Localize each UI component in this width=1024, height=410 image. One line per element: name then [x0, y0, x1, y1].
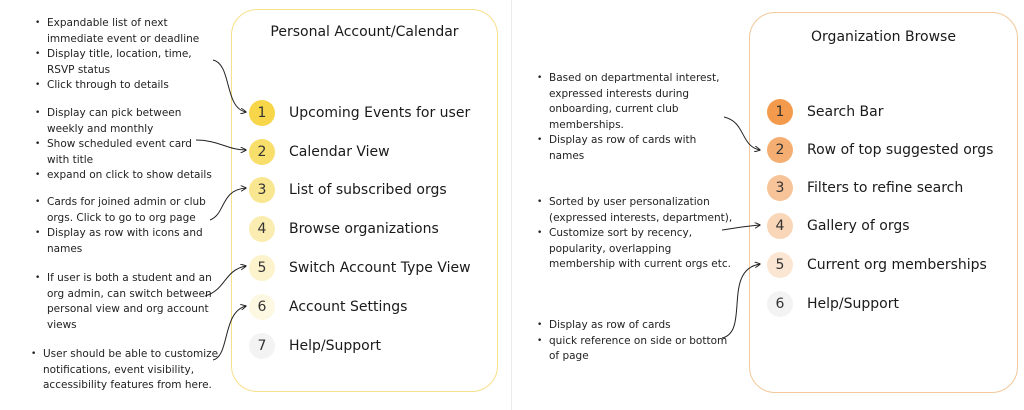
note-bullet: • Cards for joined admin or club orgs. Click to go to org page — [35, 195, 210, 226]
item-label: Row of top suggested orgs — [807, 142, 994, 158]
personal-item-help-support — [249, 333, 381, 359]
org-item-suggested-orgs — [767, 137, 993, 163]
step-badge: 3 — [767, 175, 793, 201]
note-bullet: • Display as row of cards — [537, 318, 737, 334]
step-badge: 4 — [767, 213, 793, 239]
personal-item-browse-organizations — [249, 216, 439, 242]
item-label: Current org memberships — [807, 257, 987, 273]
note-bullet: • Display title, location, time, RSVP status — [35, 47, 215, 78]
item-label: Account Settings — [289, 299, 408, 315]
step-badge: 3 — [249, 177, 275, 203]
note-bullet: • expand on click to show details — [35, 168, 215, 184]
personal-item-calendar-view — [249, 139, 390, 165]
org-item-gallery — [767, 213, 910, 239]
item-label: Upcoming Events for user — [289, 105, 471, 121]
note-bullet: • User should be able to customize notifications, event visibility, accessibility features from here. — [31, 347, 221, 394]
item-label: Gallery of orgs — [807, 218, 910, 234]
note-bullet: • Display as row with icons and names — [35, 226, 210, 257]
note-account-settings — [31, 347, 221, 394]
step-badge: 1 — [767, 99, 793, 125]
organization-browse-card — [749, 12, 1018, 393]
step-badge: 6 — [249, 294, 275, 320]
note-suggested-orgs — [537, 71, 722, 164]
note-bullet: • Based on departmental interest, expressed interests during onboarding, current club memberships. — [537, 71, 722, 133]
note-bullet: • If user is both a student and an org admin, can switch between personal view and org account views — [35, 271, 215, 333]
note-calendar-view — [35, 106, 215, 184]
step-badge: 2 — [249, 139, 275, 165]
personal-item-subscribed-orgs — [249, 177, 447, 203]
step-badge: 5 — [249, 255, 275, 281]
item-label: Switch Account Type View — [289, 260, 471, 276]
item-label: Help/Support — [807, 296, 899, 312]
item-label: Help/Support — [289, 338, 381, 354]
step-badge: 7 — [249, 333, 275, 359]
note-bullet: • Customize sort by recency, popularity, overlapping membership with current orgs etc. — [537, 226, 737, 273]
personal-item-account-settings — [249, 294, 407, 320]
note-switch-account — [35, 271, 215, 333]
column-divider — [511, 0, 512, 410]
note-gallery — [537, 195, 737, 273]
note-bullet: • Display as row of cards with names — [537, 133, 722, 164]
note-bullet: • Show scheduled event card with title — [35, 137, 215, 168]
note-bullet: • Sorted by user personalization (expressed interests, department), — [537, 195, 737, 226]
org-item-filters — [767, 175, 963, 201]
item-label: List of subscribed orgs — [289, 182, 447, 198]
step-badge: 2 — [767, 137, 793, 163]
step-badge: 1 — [249, 100, 275, 126]
org-card-title: Organization Browse — [811, 29, 956, 45]
item-label: Calendar View — [289, 144, 390, 160]
step-badge: 4 — [249, 216, 275, 242]
note-bullet: • Click through to details — [35, 78, 215, 94]
personal-item-switch-account — [249, 255, 471, 281]
note-upcoming-events — [35, 16, 215, 94]
item-label: Filters to refine search — [807, 180, 964, 196]
personal-item-upcoming-events — [249, 100, 470, 126]
step-badge: 5 — [767, 252, 793, 278]
note-bullet: • quick reference on side or bottom of page — [537, 334, 737, 365]
personal-card-title: Personal Account/Calendar — [270, 24, 459, 40]
step-badge: 6 — [767, 291, 793, 317]
note-bullet: • Expandable list of next immediate event or deadline — [35, 16, 215, 47]
org-item-search-bar — [767, 99, 884, 125]
personal-account-card — [231, 9, 498, 392]
note-current-memberships — [537, 318, 737, 365]
note-subscribed-orgs — [35, 195, 210, 257]
org-item-current-memberships — [767, 252, 987, 278]
item-label: Browse organizations — [289, 221, 439, 237]
note-bullet: • Display can pick between weekly and monthly — [35, 106, 215, 137]
item-label: Search Bar — [807, 104, 884, 120]
org-item-help-support — [767, 291, 899, 317]
